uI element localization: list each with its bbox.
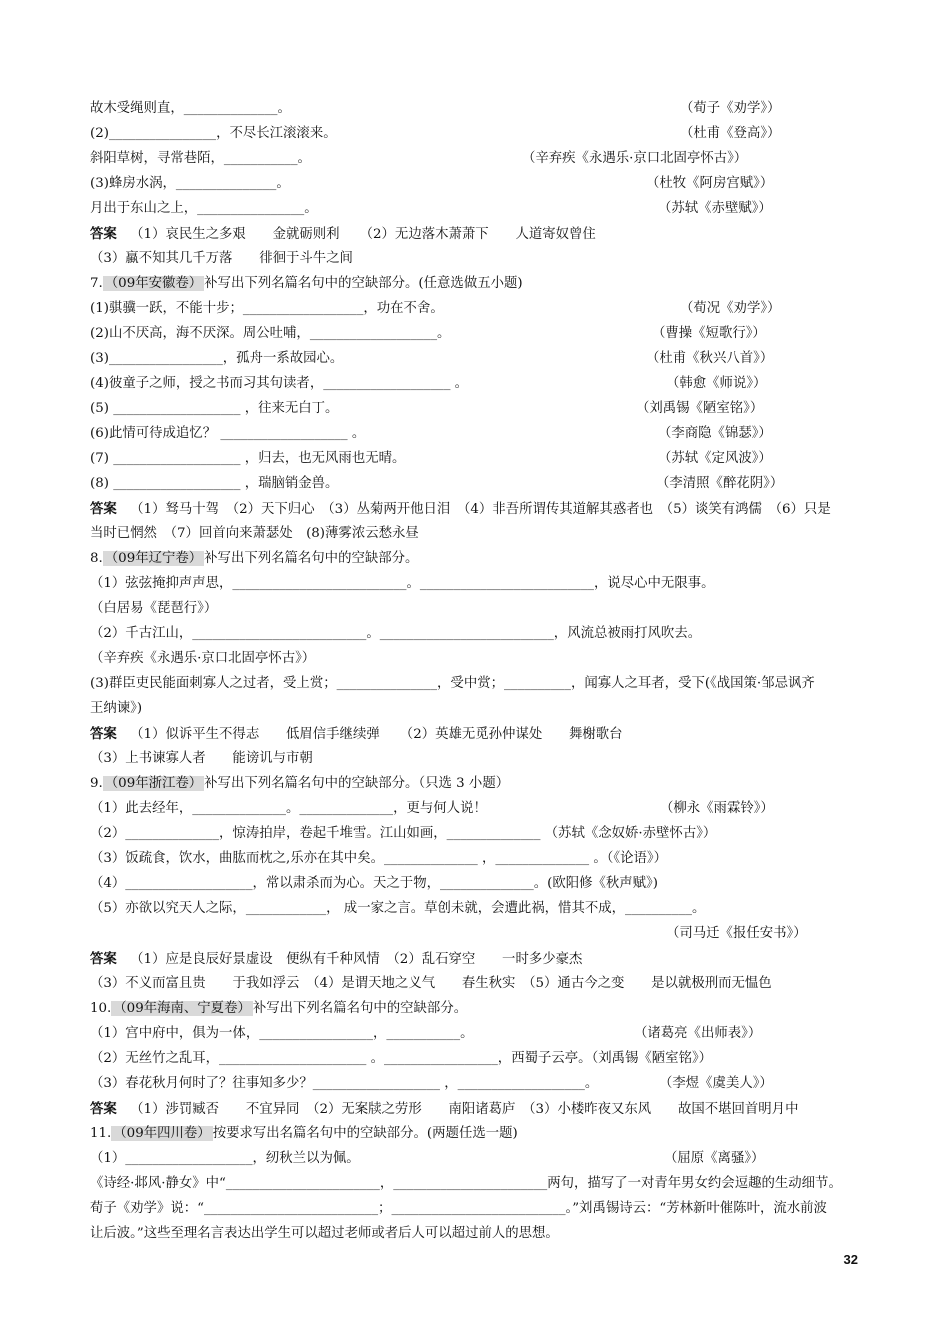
exam-source-tag: （09年辽宁卷）	[104, 551, 203, 566]
line-text: 按要求写出名篇名句中的空缺部分。(两题任选一题)	[212, 1126, 518, 1141]
line-text: 故木受绳则直，______________。	[90, 101, 291, 116]
question-number: 8.	[90, 551, 103, 566]
citation: （苏轼《定风波》）	[658, 451, 772, 466]
citation: （司马迁《报任安书》）	[666, 926, 807, 941]
line-text: (1)骐骥一跃，不能十步；__________________，功在不舍。	[90, 301, 444, 316]
question-heading	[90, 548, 862, 570]
line-text: （2）无丝竹之乱耳，______________________ 。_________________，西蜀子云亭。（刘禹锡《陋室铭》）	[90, 1051, 713, 1066]
line-text: (2)山不厌高，海不厌深。周公吐哺，___________________。	[90, 326, 451, 341]
citation: （韩愈《师说》）	[666, 376, 767, 391]
citation: （辛弃疾《永遇乐·京口北固亭怀古》）	[522, 151, 748, 166]
text-line	[90, 148, 862, 170]
citation: （荀况《劝学》）	[680, 301, 781, 316]
line-text: 补写出下列名篇名句中的空缺部分。	[204, 551, 419, 566]
line-text: (3)_________________，孤舟一系故园心。	[90, 351, 344, 366]
citation: （曹操《短歌行》）	[652, 326, 766, 341]
question-number: 11.	[90, 1126, 112, 1141]
line-text: （1）弦弦掩抑声声思，__________________________。__________________________，说尽心中无限事。	[90, 576, 715, 591]
citation: （柳永《雨霖铃》）	[660, 801, 774, 816]
line-text: (5) ___________________ ，往来无白丁。	[90, 401, 339, 416]
line-text: 当时已惘然 （7）回首向来萧瑟处 (8)薄雾浓云愁永昼	[90, 526, 419, 541]
question-number: 10.	[90, 1001, 112, 1016]
question-number: 7.	[90, 276, 103, 291]
answer-line	[90, 498, 862, 520]
text-line	[90, 373, 862, 395]
text-line	[90, 523, 862, 545]
question-heading	[90, 773, 862, 795]
citation: （诸葛亮《出师表》）	[634, 1026, 762, 1041]
text-line	[90, 298, 862, 320]
text-line	[90, 198, 862, 220]
question-number: 9.	[90, 776, 103, 791]
line-text: 斜阳草树，寻常巷陌，___________。	[90, 151, 311, 166]
question-heading	[90, 998, 862, 1020]
citation: （杜牧《阿房宫赋》）	[646, 176, 774, 191]
text-line	[90, 573, 862, 595]
text-line	[90, 623, 862, 645]
text-line	[90, 248, 862, 270]
text-line	[90, 1073, 862, 1095]
citation: （杜甫《秋兴八首》）	[646, 351, 774, 366]
line-text: (8) ___________________ ，瑞脑销金兽。	[90, 476, 339, 491]
line-text: （3）饭疏食，饮水，曲肱而枕之,乐亦在其中矣。______________ ，______________ 。（《论语》）	[90, 851, 667, 866]
text-line	[90, 323, 862, 345]
text-line	[90, 473, 862, 495]
answer-label: 答案	[90, 501, 117, 517]
line-text: 月出于东山之上，________________。	[90, 201, 318, 216]
text-line	[90, 848, 862, 870]
line-text: （3）上书谏寡人者 能谤讥与市朝	[90, 751, 313, 766]
line-text: （2）千古江山，__________________________。__________________________，风流总被雨打风吹去。	[90, 626, 702, 641]
citation: （李商隐《锦瑟》）	[658, 426, 772, 441]
citation: （李煜《虞美人》）	[659, 1076, 773, 1091]
text-line	[90, 398, 862, 420]
text-line	[90, 173, 862, 195]
citation: （屈原《离骚》）	[664, 1151, 765, 1166]
text-line	[90, 923, 862, 945]
line-text: （4）___________________，常以肃杀而为心。天之于物，______________。(欧阳修《秋声赋》)	[90, 876, 658, 891]
question-heading	[90, 1123, 862, 1145]
line-text: （1）宫中府中，俱为一体，_________________，___________。	[90, 1026, 474, 1041]
line-text: （1）哀民生之多艰 金就砺则利 （2）无边落木萧萧下 人道寄奴曾住	[130, 227, 596, 242]
text-line	[90, 1173, 862, 1195]
text-line	[90, 748, 862, 770]
line-text: (2)________________，不尽长江滚滚来。	[90, 126, 337, 141]
citation: （杜甫《登高》）	[680, 126, 781, 141]
line-text: （白居易《琵琶行》）	[90, 601, 218, 616]
question-heading	[90, 273, 862, 295]
line-text: （1）涉罚臧否 不宜异同 （2）无案牍之劳形 南阳诸葛庐 （3）小楼昨夜又东风 故国不堪回首明月中	[130, 1102, 799, 1117]
text-line	[90, 1148, 862, 1170]
line-text: 补写出下列名篇名句中的空缺部分。	[252, 1001, 468, 1016]
line-text: （辛弃疾《永遇乐·京口北固亭怀古》）	[90, 651, 316, 666]
line-text: （3）春花秋月何时了？往事知多少？___________________ ，___________________。	[90, 1076, 599, 1091]
exam-source-tag: （09年浙江卷）	[104, 776, 203, 791]
answer-line	[90, 1098, 862, 1120]
citation: （荀子《劝学》）	[680, 101, 781, 116]
line-text: （3）不义而富且贵 于我如浮云 （4）是谓天地之义气 春生秋实 （5）通古今之变 是以就极刑而无愠色	[90, 976, 772, 991]
line-text: 让后波。”这些至理名言表达出学生可以超过老师或者后人可以超过前人的思想。	[90, 1226, 559, 1241]
answer-line	[90, 723, 862, 745]
line-text: （1）驽马十驾 （2）天下归心 （3）丛菊两开他日泪 （4）非吾所谓传其道解其惑者也 （5）谈笑有鸿儒 （6）只是	[130, 502, 831, 517]
answer-line	[90, 948, 862, 970]
text-line	[90, 798, 862, 820]
text-line	[90, 673, 862, 695]
line-text: （1）___________________，纫秋兰以为佩。	[90, 1151, 360, 1166]
answer-label: 答案	[90, 726, 117, 742]
line-text: （1）此去经年，______________。______________，更与何人说！	[90, 801, 487, 816]
answer-label: 答案	[90, 1101, 117, 1117]
answer-line	[90, 223, 862, 245]
line-text: (3)蜂房水涡，_______________。	[90, 176, 290, 191]
line-text: (7) ___________________ ，归去，也无风雨也无晴。	[90, 451, 406, 466]
line-text: 荀子《劝学》说：“__________________________；__________________________。”刘禹锡诗云：“芳林新叶催陈叶，流水前波	[90, 1201, 827, 1216]
text-line	[90, 973, 862, 995]
citation: （刘禹锡《陋室铭》）	[636, 401, 764, 416]
exam-source-tag: （09年安徽卷）	[104, 276, 203, 291]
text-line	[90, 1198, 862, 1220]
text-line	[90, 1223, 862, 1245]
text-line	[90, 123, 862, 145]
text-line	[90, 423, 862, 445]
line-text: 补写出下列名篇名句中的空缺部分。(任意选做五小题)	[204, 276, 523, 291]
line-text: (3)群臣吏民能面刺寡人之过者，受上赏；_______________，受中赏；__________，闻寡人之耳者，受下(《战国策·邹忌讽齐	[90, 676, 815, 691]
text-line	[90, 823, 862, 845]
text-line	[90, 98, 862, 120]
line-text: （1）应是良辰好景虚设 便纵有千种风情 （2）乱石穿空 一时多少豪杰	[130, 952, 583, 967]
line-text: （3）蠃不知其几千万落 徘徊于斗牛之间	[90, 251, 353, 266]
page-number: 32	[843, 1252, 858, 1267]
answer-label: 答案	[90, 951, 117, 967]
text-line	[90, 1023, 862, 1045]
text-line	[90, 448, 862, 470]
citation: （李清照《醉花阴》）	[656, 476, 784, 491]
text-line	[90, 348, 862, 370]
text-line	[90, 873, 862, 895]
text-line	[90, 698, 862, 720]
line-text: （5）亦欲以究天人之际，____________， 成一家之言。草创未就，会遭此祸，惜其不成，__________。	[90, 901, 706, 916]
text-line	[90, 1048, 862, 1070]
exam-source-tag: （09年四川卷）	[113, 1126, 211, 1141]
line-text: 《诗经·邶风·静女》中“_______________________，_______________________两句，描写了一对青年男女约会逗趣的生动细节。	[90, 1176, 842, 1191]
line-text: (4)彼童子之师，授之书而习其句读者，___________________ 。	[90, 376, 469, 391]
line-text: 补写出下列名篇名句中的空缺部分。（只选 3 小题）	[204, 776, 510, 791]
text-line	[90, 898, 862, 920]
line-text: (6)此情可待成追忆？ ___________________ 。	[90, 426, 366, 441]
answer-label: 答案	[90, 226, 117, 242]
exam-source-tag: （09年海南、宁夏卷）	[113, 1001, 251, 1016]
line-text: （1）似诉平生不得志 低眉信手继续弹 （2）英雄无觅孙仲谋处 舞榭歌台	[130, 727, 623, 742]
text-line	[90, 598, 862, 620]
text-line	[90, 648, 862, 670]
line-text: 王纳谏》)	[90, 701, 143, 716]
line-text: （2）______________，惊涛拍岸，卷起千堆雪。江山如画，______________ （苏轼《念奴娇·赤壁怀古》）	[90, 826, 717, 841]
citation: （苏轼《赤壁赋》）	[658, 201, 772, 216]
